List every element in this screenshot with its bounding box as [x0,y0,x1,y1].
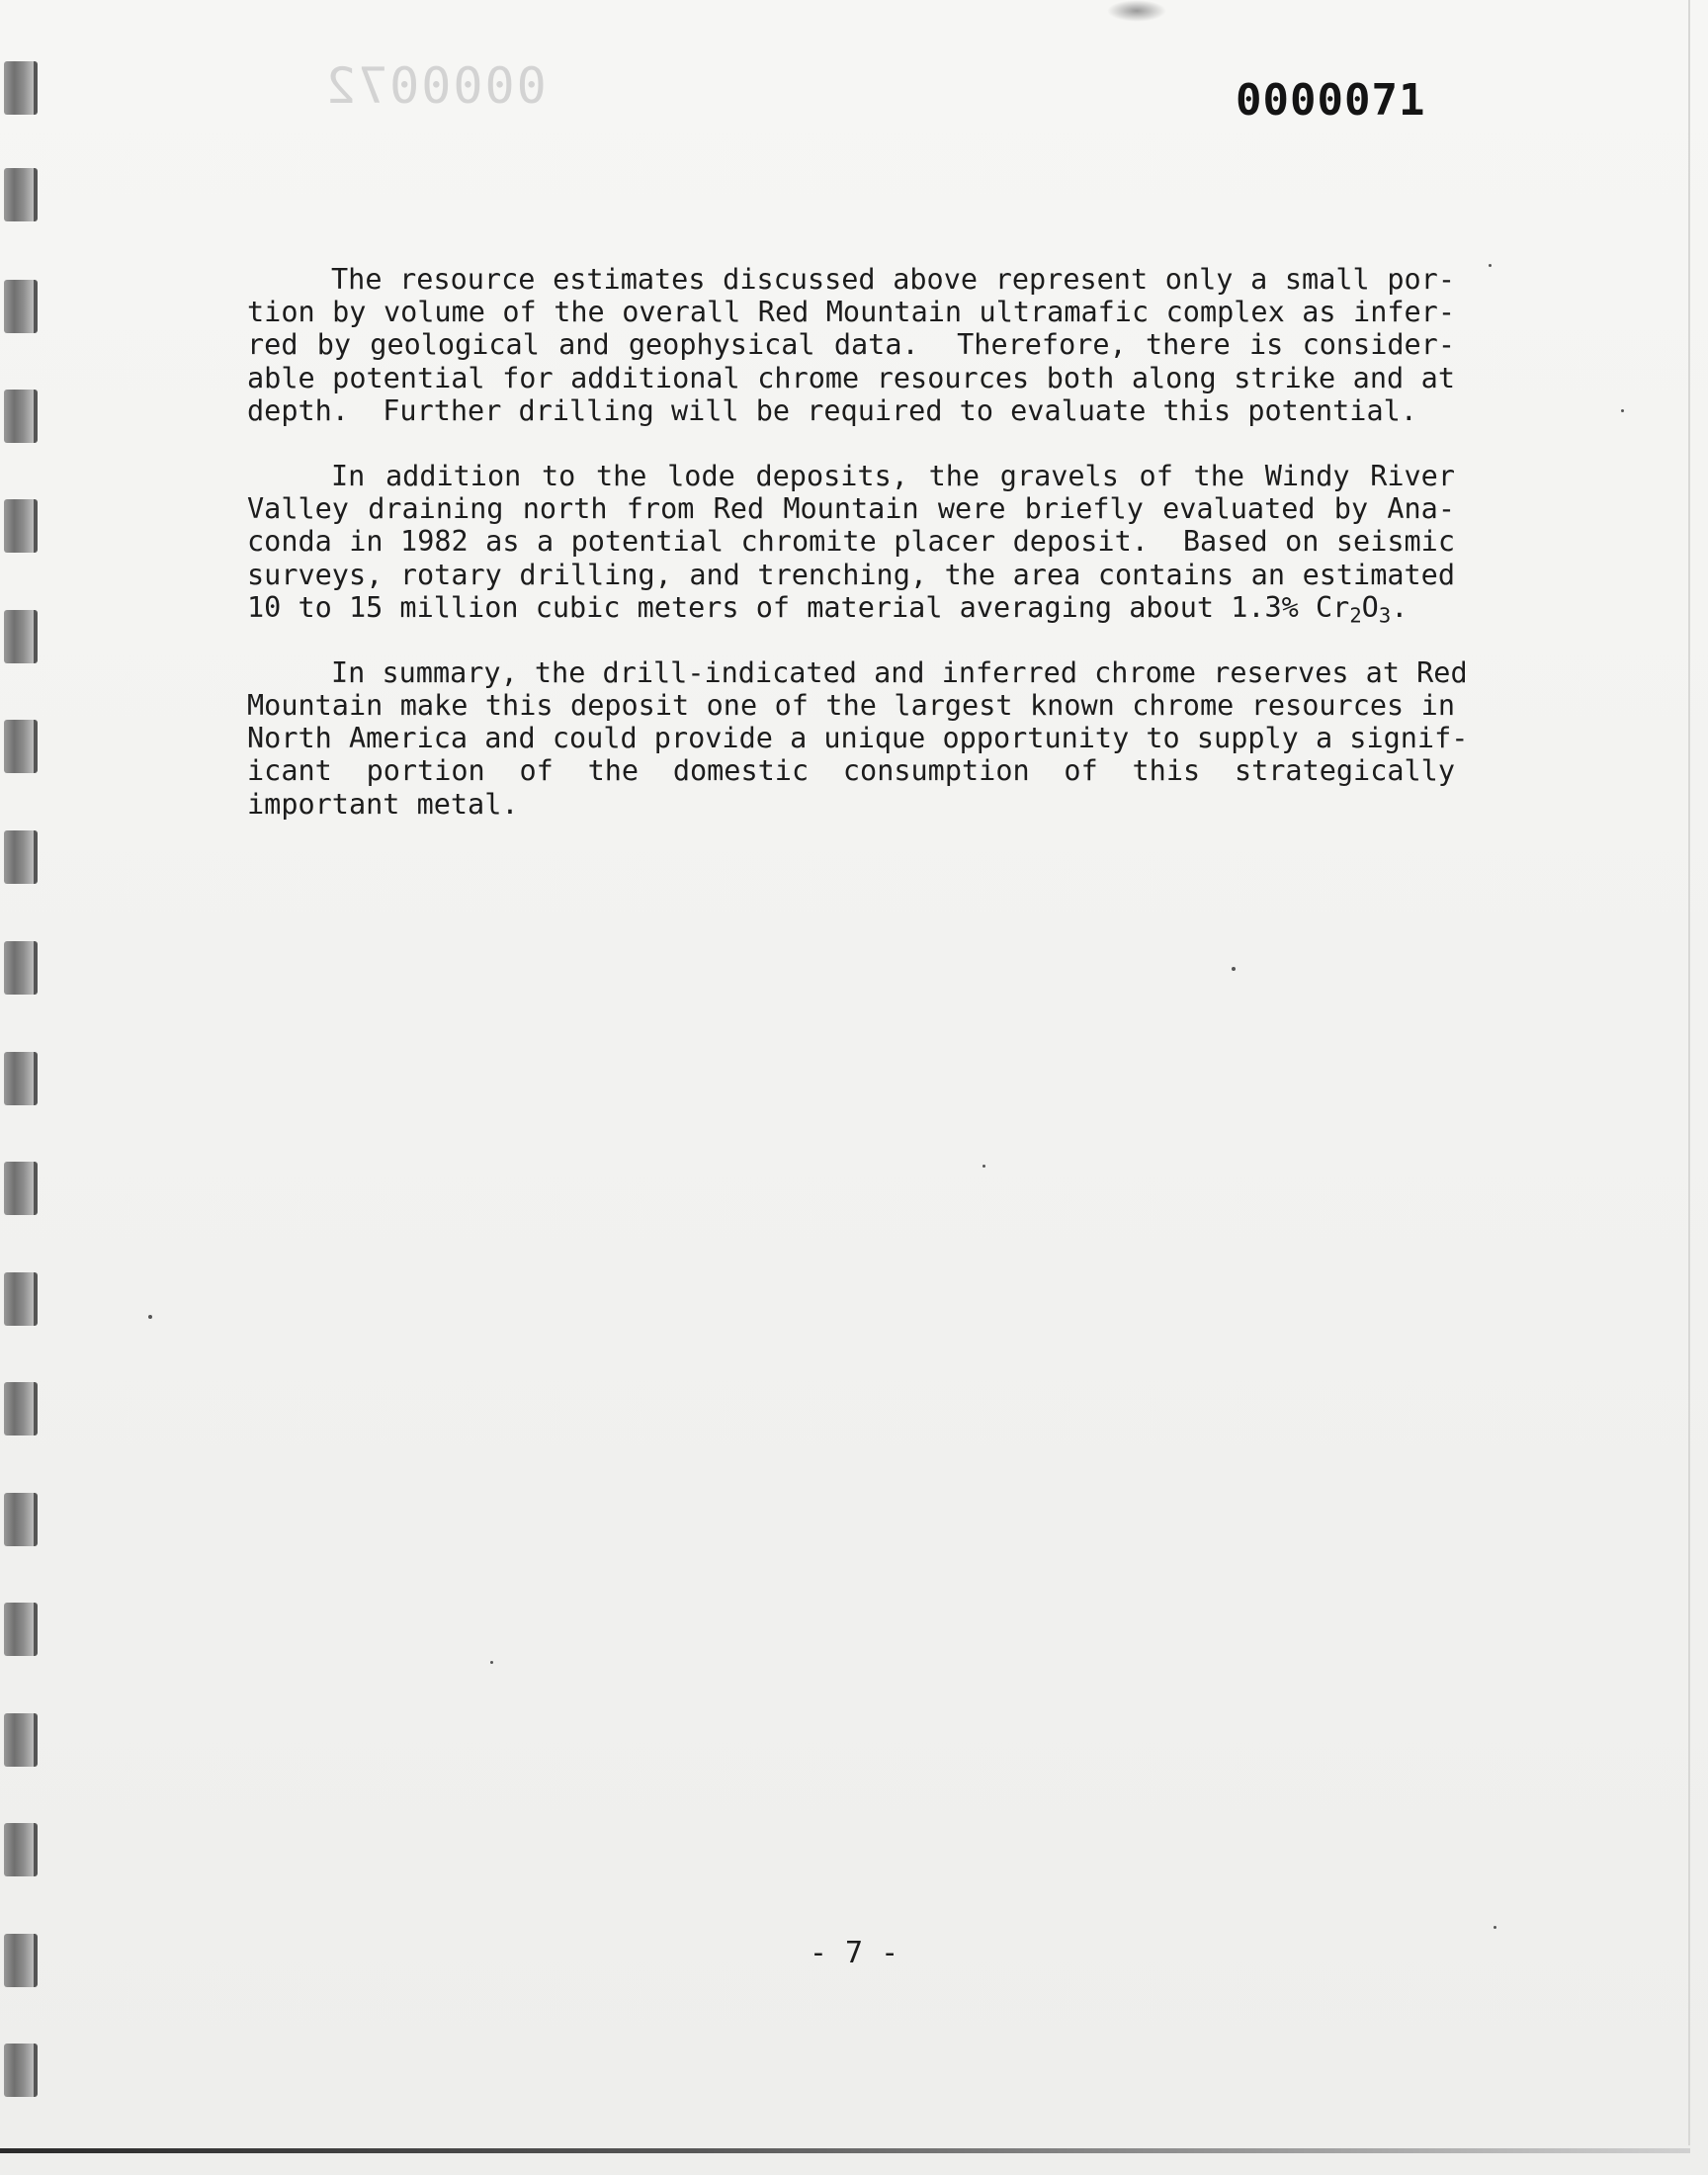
spiral-binding [0,0,45,2175]
binding-hole [4,280,38,333]
binding-hole [4,610,38,663]
text-line: depth. Further drilling will be required to evaluate this potential. [247,393,1417,427]
binding-hole [4,390,38,443]
text-line: important metal. [247,787,519,821]
page-right-edge [1688,0,1690,2145]
binding-hole [4,1823,38,1876]
binding-hole [4,61,38,115]
scan-speck [1232,967,1236,971]
oxygen-symbol: O [1361,590,1379,624]
formula-line-text: 10 to 15 million cubic meters of material averaging about 1.3% Cr [247,590,1350,624]
text-line: Mountain make this deposit one of the largest known chrome resources in [247,689,1455,723]
binding-hole [4,168,38,221]
paragraph-resource-estimates [247,263,1455,427]
text-line: Valley draining north from Red Mountain were briefly evaluated by Ana- [247,492,1455,526]
binding-hole [4,2044,38,2097]
paragraph-summary [247,655,1469,821]
page-bottom-edge [0,2148,1690,2153]
text-line: able potential for additional chrome resources both along strike and at [247,361,1455,394]
text-line: North America and could provide a unique opportunity to supply a signif- [247,722,1469,755]
scan-speck [148,1315,152,1319]
subscript-2: 2 [1349,603,1362,628]
paragraph-placer-deposit [247,459,1455,628]
text-line-with-formula [247,590,1455,628]
binding-hole [4,1162,38,1215]
scan-speck [1494,1926,1496,1929]
binding-hole [4,1272,38,1326]
page-number: - 7 - [809,1936,899,1970]
text-line: conda in 1982 as a potential chromite placer deposit. Based on seismic [247,525,1455,559]
binding-hole [4,830,38,884]
scan-speck [490,1661,493,1664]
text-line: In summary, the drill-indicated and inferred chrome reserves at Red [331,655,1468,689]
text-line: In addition to the lode deposits, the gravels of the Windy River [331,459,1455,492]
binding-hole [4,720,38,773]
scan-speck [1621,409,1624,412]
body-text [247,263,1469,853]
text-line: The resource estimates discussed above represent only a small por- [331,263,1455,296]
binding-hole [4,1052,38,1105]
bates-stamp-number: 0000071 [1236,75,1426,126]
text-line: red by geological and geophysical data. Therefore, there is consider- [247,328,1455,362]
binding-hole [4,1382,38,1436]
scan-smudge [1107,0,1166,22]
binding-hole [4,1493,38,1546]
subscript-3: 3 [1378,603,1392,628]
binding-hole [4,1713,38,1767]
binding-hole [4,1603,38,1656]
binding-hole [4,499,38,553]
scan-speck [982,1165,985,1168]
text-line: tion by volume of the overall Red Mountain ultramafic complex as infer- [247,296,1455,329]
scan-speck [1489,264,1492,267]
text-line: icant portion of the domestic consumption of this strategically [247,754,1455,788]
sentence-period: . [1391,590,1409,624]
bleed-through-stamp: 0000072 [324,57,547,115]
text-line: surveys, rotary drilling, and trenching, the area contains an estimated [247,558,1455,591]
binding-hole [4,941,38,995]
